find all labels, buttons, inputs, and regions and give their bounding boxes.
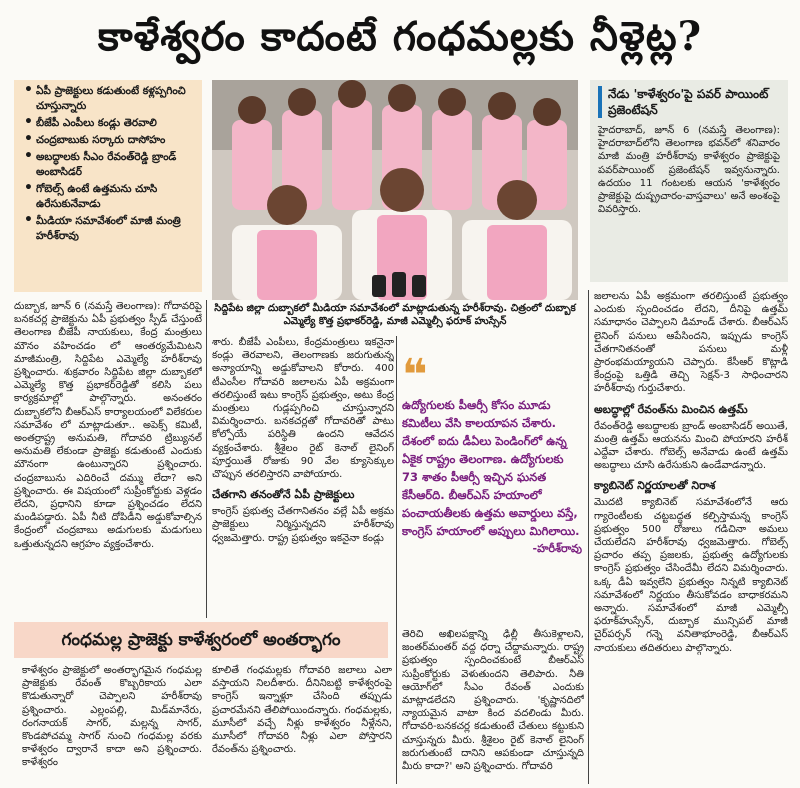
highlight-item: • చంద్రబాబుకు సర్కారు దాసోహం <box>36 133 196 148</box>
column-2-text-continued: కాంగ్రెస్ ప్రభుత్వ చేతగానితనం వల్లే ఏపీ అక్రమ ప్రాజెక్టులు నిర్మిస్తున్నదని హరీశ్‌రావు ధ్వజమెత్తారు. రాష్ట్ర ప్రభుత్వం ఇకనైనా కండ్లు <box>212 506 394 544</box>
gandhamalla-column-1: కాళేశ్వరం ప్రాజెక్టులో అంతర్భాగమైన గంధమల్ల ప్రాజెక్టుకు రేవంత్ కొబ్బరికాయ ఎలా కొడుతున్నారో చెప్పాలని హరీశ్‌రావు ప్రశ్నించారు. ఎల్లంపల్లి, మిడ్‌మానేరు, రంగనాయక్ సాగర్, మల్లన్న సాగర్, కొండపోచమ్మ సాగర్ నుంచి గంధమల్ల వరకు కాళేశ్వరం ద్వారానే కాదా అని ప్రశ్నించారు. కాళేశ్వరం <box>22 665 202 769</box>
photo-caption: సిద్దిపేట జిల్లా దుబ్బాకలో మీడియా సమావేశంలో మాట్లాడుతున్న హరీశ్‌రావు. చిత్రంలో దుబ్బాక ఎమ్మెల్యే కొత్త ప్రభాకర్‌రెడ్డి, మాజీ ఎమ్మెల్సీ ఫరూక్ హుస్సేన్ <box>214 303 576 327</box>
quote-attribution: -హరీశ్‌రావు <box>532 542 582 555</box>
column-4-text-3: మొదటి క్యాబినెట్ సమావేశంలోనే ఆరు గ్యారెంటీలకు చట్టబద్ధత కల్పిస్తామన్న కాంగ్రెస్ ప్రభుత్వం 500 రోజులు గడిచినా అమలు చేయలేదని హరీశ్‌రావు ధ్వజమెత్తారు. గోబెల్స్ ప్రచారం తప్ప ప్రజలకు, ప్రభుత్వ ఉద్యోగులకు కాంగ్రెస్ ప్రభుత్వం చేసిందేమీ లేదని విమర్శించారు. ఒక్క డీఏ ఇవ్వలేని ప్రభుత్వం నిన్నటి క్యాబినెట్ సమావేశంలో నిర్ణయం తీసుకోవడం బాధాకరమని అన్నారు. సమావేశంలో మాజీ ఎమ్మెల్సీ ఫరూక్‌హుస్సేన్, దుబ్బాక మున్సిపల్ మాజీ చైర్‌పర్సన్ గన్నె వనితాభూంరెడ్డి, బీఆర్ఎస్ నాయకులు తదితరులు పాల్గొన్నారు. <box>594 497 788 654</box>
pull-quote <box>402 350 582 622</box>
highlight-item: • అబద్ధాలకు సీఎం రేవంత్‌రెడ్డి బ్రాండ్ అంబాసిడర్ <box>36 150 196 180</box>
highlights-list <box>20 84 196 244</box>
column-4-subheading-2: క్యాబినెట్ నిర్ణయాలతో నిరాశ <box>594 479 716 493</box>
quote-mark-icon: ❝ <box>402 350 428 401</box>
highlight-item: • గోబెల్స్ ఉంటే ఉత్తమను చూసి ఉరేసుకునేవాడు <box>36 182 196 212</box>
headline: కాళేశ్వరం కాదంటే గంధమల్లకు నీళ్లెట్ల? <box>97 13 703 60</box>
presentation-body: హైదరాబాద్, జూన్ 6 (నమస్తే తెలంగాణ): హైదరాబాద్‌లోని తెలంగాణ భవన్‌లో శనివారం మాజీ మంత్రి హరీశ్‌రావు కాళేశ్వరం ప్రాజెక్టుపై పవర్‌పాయింట్ ప్రజెంటేషన్ ఇవ్వనున్నారు. ఉదయం 11 గంటలకు ఆయన 'కాళేశ్వరం ప్రాజెక్టుపై దుష్ప్రచారం-వాస్తవాలు' అనే అంశంపై వివరిస్తారు. <box>598 125 780 216</box>
column-4-subheading-1: అబద్ధాల్లో రేవంత్‌ను మించిన ఉత్తమ్ <box>594 402 748 416</box>
column-divider <box>396 336 397 784</box>
highlights-box <box>14 80 202 292</box>
article-column-3: తెరిచి అఖిలపక్షాన్ని ఢిల్లీ తీసుకెళ్లాలని, జంతర్‌మంతర్ వద్ద ధర్నా చేద్దామన్నారు. రాష్ట్ర ప్రభుత్వం స్పందించకుంటే బీఆర్ఎస్ సుప్రీంకోర్టుకు వెళుతుందని తెలిపారు. నీతి ఆయోగ్‌లో సీఎం రేవంత్ ఎందుకు మాట్లాడలేదని ప్రశ్నించారు. 'కృష్ణానదిలో న్యాయమైన వాటా కింద వదలిండు మీరు. గోదావరి-బనకచర్ల కడుతుంటే చేతులు కట్టుకుని చూస్తున్నరు మీరు. శ్రీశైలం రైట్ కెనాల్ లైనింగ్ జరుగుతుంటే దానిని ఆపకుండా చూస్తున్నది మీరు కాదా?' అని ప్రశ్నించారు. గోదావరి <box>402 629 584 773</box>
article-column-1: దుబ్బాక, జూన్ 6 (నమస్తే తెలంగాణ): గోదావరిపై బనకచర్ల ప్రాజెక్టును ఏపీ ప్రభుత్వం స్పీడ్ చేస్తుంటే తెలంగాణ బీజేపీ నాయకులు, కేంద్ర మంత్రులు మౌనం వహించడం లో ఆంతర్యమేమిటని మాజీమంత్రి, సిద్దిపేట ఎమ్మెల్యే హరీశ్‌రావు ప్రశ్నించారు. శుక్రవారం సిద్దిపేట జిల్లా దుబ్బాకలో ఎమ్మెల్యే కొత్త ప్రభాకర్‌రెడ్డితో కలిసి పలు కార్యక్రమాల్లో పాల్గొన్నారు. అనంతరం దుబ్బాకలోని బీఆర్ఎస్ కార్యాలయంలో విలేకరుల సమావేశం లో మాట్లాడుతూ.. అపెక్స్ కమిటీ, అంతర్రాష్ట్ర అనుమతి, గోదావరి ట్రిబ్యునల్ అనుమతి లేకుండా ప్రాజెక్టు కడుతుంటే ఎందుకు మౌనంగా ఉంటున్నారని ప్రశ్నించారు. చంద్రబాబును ఎదిరించే దమ్ము లేదా? అని ప్రశ్నించారు. ఈ విషయంలో సుప్రీంకోర్టుకు వెళ్లడం లేదని, ప్రధానిని కూడా ప్రశ్నించడం లేదని మండిపడ్డారు. ఏపీ నీటి దోపిడీని అడ్డుకోవాల్సిన కేంద్రంలో చంద్రబాబు అడుగులకు మడుగులు ఒత్తుతున్నదని ఆగ్రహం వ్యక్తంచేశారు. <box>14 301 202 550</box>
column-2-subheading: చేతగాని తనంతోనే ఏపీ ప్రాజెక్టులు <box>212 488 355 502</box>
highlight-item: • మీడియా సమావేశంలో మాజీ మంత్రి హరీశ్‌రావు <box>36 214 196 244</box>
column-2-text: శారు. బీజేపీ ఎంపీలు, కేంద్రమంత్రులు ఇకనైనా కండ్లు తెరవాలని, తెలంగాణకు జరుగుతున్న అన్యాయాన్ని అడ్డుకోవాలని కోరారు. 400 టీఎంసీల గోదావరి జలాలను ఏపీ అక్రమంగా తరలిస్తుంటే ఇటు కాంగ్రెస్ ప్రభుత్వం, అటు కేంద్ర మంత్రులు గుడ్లప్పగించి చూస్తున్నారని విమర్శించారు. బనకచర్లతో గోదావరితో పాటు కోల్పోయే పరిస్థితి ఉందని ఆవేదన వ్యక్తంచేశారు. శ్రీశైలం రైట్ కెనాల్ లైనింగ్ పూర్తయితే రోజుకు 90 వేల క్యూసెక్కుల చొప్పున తరలిస్తారని వాపోయారు. <box>212 337 394 481</box>
highlight-item: • బీజేపీ ఎంపీలు కండ్లు తెరవాలి <box>36 116 196 131</box>
photo-illustration <box>212 80 578 300</box>
presentation-box <box>590 80 788 282</box>
gandhamalla-box-title: గంధమల్ల ప్రాజెక్టు కాళేశ్వరంలో అంతర్భాగం <box>14 622 388 658</box>
article-column-4 <box>594 290 788 784</box>
quote-text: ఉద్యోగులకు పీఆర్సీ కోసం మూడు కమిటీలు వేసి కాలయాపన చేశారు. దేశంలో ఐదు డీఏలు పెండింగ్‌లో ఉన్న ఏకైక రాష్ట్రం తెలంగాణ. ఉద్యోగులకు 73 శాతం పీఆర్సీ ఇచ్చిన ఘనత కేసీఆర్‌ది. బీఆర్ఎస్ హయాంలో పంచాయతీలకు ఉత్తమ అవార్డులు వస్తే, కాంగ్రెస్ హయాంలో అప్పులు మిగిలాయి. <box>402 398 580 538</box>
column-divider <box>588 290 589 784</box>
press-meet-photo <box>212 80 578 300</box>
column-4-text: జలాలను ఏపీ అక్రమంగా తరలిస్తుంటే ప్రభుత్వం ఎందుకు స్పందించడం లేదని, దీనిపై ఉత్తమ్ సమాధానం చెప్పాలని డిమాండ్ చేశారు. బీఆర్ఎస్ లైనింగ్ పనులు ఆపేసిందని, ఇప్పుడు కాంగ్రెస్ చేతగానితనంతో పనులు మళ్లీ ప్రారంభమయ్యాయని చెప్పారు. కేసీఆర్ కొట్లాడి కేంద్రంపై ఒత్తిడి తెచ్చి సెక్షన్-3 సాధించారని హరీశ్‌రావు గుర్తుచేశారు. <box>594 291 788 395</box>
gandhamalla-column-2: కూలితే గంధమల్లకు గోదావరి జలాలు ఎలా వస్తాయని నిలదీశారు. దీనినిబట్టి కాళేశ్వరంపై కాంగ్రెస్ ఇన్నాళ్లూ చేసింది తప్పుడు ప్రచారమేనని తేలిపోయిందన్నారు. గంధమల్లకు, మూసీలో వచ్చే నీళ్లు కాళేశ్వరం నీళ్లేనని, మూసీలో గోదావరి నీళ్లు ఎలా పోస్తారని రేవంత్‌ను ప్రశ్నించారు. <box>212 665 392 756</box>
column-divider <box>206 300 207 618</box>
presentation-title: నేడు 'కాళేశ్వరం'పై పవర్ పాయింట్ ప్రజెంటేషన్ <box>598 86 780 118</box>
highlight-item: • ఏపీ ప్రాజెక్టులు కడుతుంటే కళ్లప్పగించి చూస్తున్నారు <box>36 84 196 114</box>
column-4-text-2: రేవంత్‌రెడ్డి అబద్ధాలకు బ్రాండ్ అంబాసిడర్ అయితే, మంత్రి ఉత్తమ్ ఆయనను మించి పోయారని హరీశ్ ఎద్దేవా చేశారు. గోబెల్స్ అనేవాడు ఉంటే ఉత్తమ్ అబద్ధాలు చూసి ఉరేసుకుని ఉండేవాడన్నారు. <box>594 420 788 472</box>
article-column-2 <box>212 336 394 616</box>
